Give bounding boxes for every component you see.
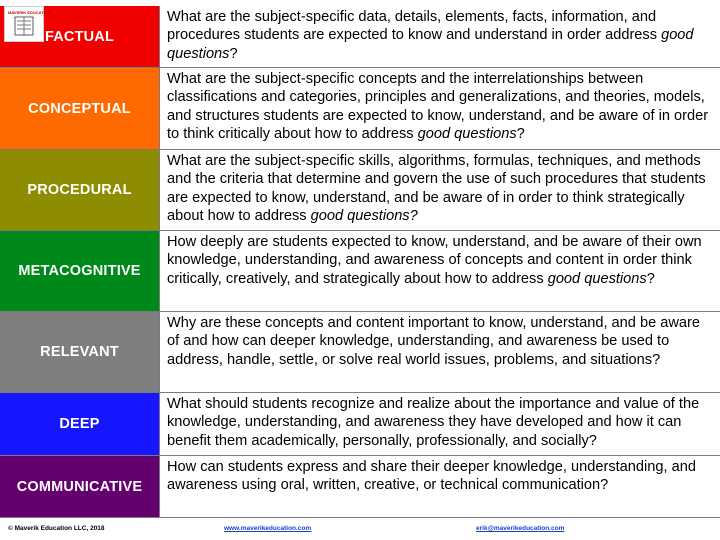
row-label: METACOGNITIVE — [0, 231, 160, 311]
question-text: Why are these concepts and content important to know, understand, and be aware of and how can deeper knowledge, understanding, and awareness be used to address, handle, settle, or solve real world issues, problems, and situations? — [167, 315, 700, 368]
question-end: ? — [229, 45, 238, 62]
question-table — [0, 6, 720, 518]
row-label: COMMUNICATIVE — [0, 456, 160, 517]
row-question — [160, 68, 720, 149]
question-text: What are the subject-specific data, details, elements, facts, information, and procedures students are expected to know and understand in order address — [167, 9, 662, 44]
row-label: CONCEPTUAL — [0, 68, 160, 149]
question-text: What are the subject-specific skills, algorithms, formulas, techniques, and methods and the criteria that determine and govern the use of such procedures that students are expected to know, understand, and be aware of in order to think strategically about how to address — [167, 153, 706, 225]
email-link[interactable]: erik@maverikeducation.com — [476, 525, 565, 532]
row-question — [160, 231, 720, 311]
row-deep — [0, 393, 720, 456]
row-question — [160, 150, 720, 230]
row-metacognitive — [0, 231, 720, 312]
copyright-text: © Maverik Education LLC, 2018 — [8, 525, 105, 532]
row-factual — [0, 6, 720, 68]
question-end: ? — [516, 126, 525, 143]
question-text: How deeply are students expected to know, understand, and be aware of their own knowledge, understanding, and awareness of concepts and content in order think critically, creatively, and strategically about how to address — [167, 234, 702, 287]
question-emphasis: good questions — [417, 126, 517, 143]
row-question — [160, 393, 720, 455]
question-text: How can students express and share their deeper knowledge, understanding, and awareness using oral, written, creative, or technical communication? — [167, 459, 696, 494]
maverik-logo — [4, 6, 51, 42]
question-end: ? — [646, 270, 655, 287]
row-label: RELEVANT — [0, 312, 160, 392]
row-question — [160, 6, 720, 67]
question-emphasis: good questions — [547, 270, 647, 287]
question-emphasis: good questions — [167, 27, 694, 62]
logo-mark-icon — [5, 7, 43, 41]
row-question — [160, 312, 720, 392]
logo-text: MAVERIK EDUCATION — [8, 10, 51, 15]
row-relevant — [0, 312, 720, 393]
question-text: What are the subject-specific concepts and the interrelationships between classifications and categories, principles and generalizations, and theories, models, and structures students are expected to know, understand, and be aware of in order to think critically about how to address — [167, 71, 709, 143]
row-question — [160, 456, 720, 517]
question-text: What should students recognize and realize about the importance and value of the knowledge, understanding, and awareness they have developed and how it can benefit them academically, personally, professionally, and socially? — [167, 396, 700, 449]
row-label: FACTUAL — [0, 6, 160, 67]
row-label: DEEP — [0, 393, 160, 455]
row-communicative — [0, 456, 720, 518]
row-conceptual — [0, 68, 720, 150]
row-label: PROCEDURAL — [0, 150, 160, 230]
footer — [0, 520, 720, 540]
row-procedural — [0, 150, 720, 231]
website-link[interactable]: www.maverikeducation.com — [224, 525, 312, 532]
question-emphasis: good questions? — [310, 208, 418, 225]
